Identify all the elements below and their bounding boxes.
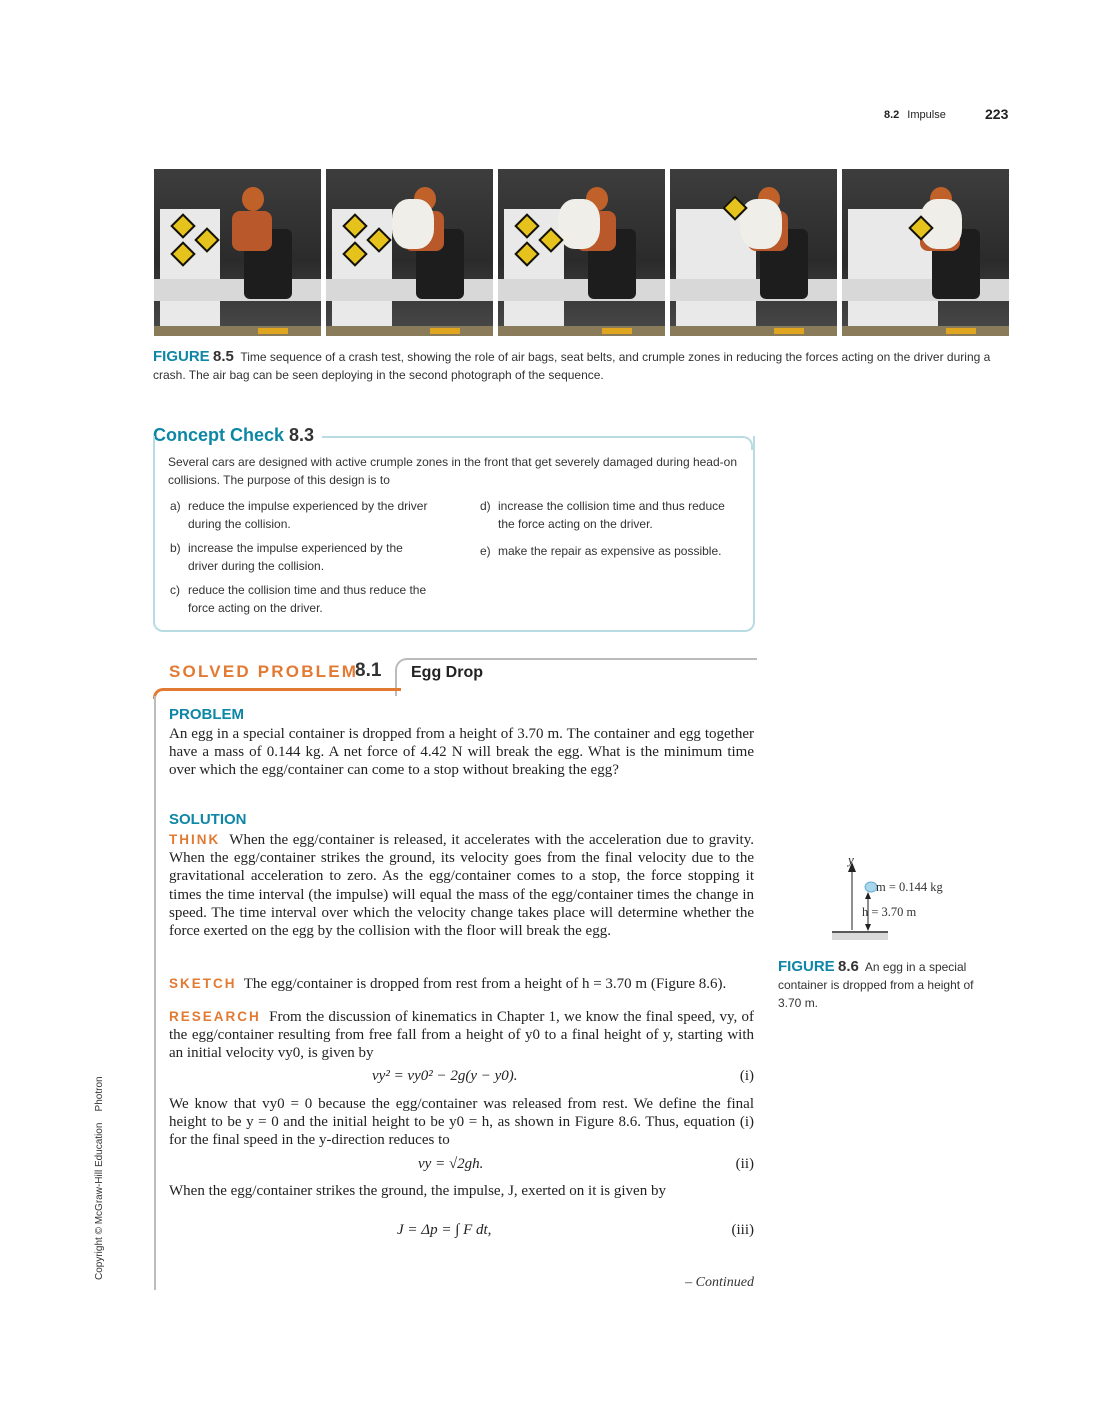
think-label: THINK bbox=[169, 832, 221, 847]
equation-iii-number: (iii) bbox=[731, 1222, 754, 1238]
research-text: From the discussion of kinematics in Chapter 1, we know the final speed, vy, of the egg/container resulting from free fall from a height of y0 to a final height of y, starting with an initial velocity vy0, is given by bbox=[169, 1009, 754, 1062]
think-paragraph bbox=[169, 831, 754, 940]
equation-iii: J = Δp = ∫ F dt, bbox=[397, 1222, 492, 1238]
copyright-text: Copyright © McGraw-Hill Education bbox=[94, 1122, 105, 1280]
continued-note: – Continued bbox=[685, 1275, 754, 1290]
section-name: Impulse bbox=[907, 109, 946, 121]
crash-test-frame-3 bbox=[498, 169, 665, 336]
crash-test-frame-5 bbox=[842, 169, 1009, 336]
concept-check-option-c[interactable]: c) reduce the collision time and thus reduce the force acting on the driver. bbox=[170, 583, 427, 615]
solved-problem-title: Egg Drop bbox=[411, 664, 483, 681]
solved-problem-accent-bar bbox=[153, 688, 401, 699]
sketch-label: SKETCH bbox=[169, 976, 237, 991]
equation-i: vy² = vy0² − 2g(y − y0). bbox=[372, 1068, 518, 1084]
page-number: 223 bbox=[985, 106, 1009, 122]
concept-check-option-a[interactable]: a) reduce the impulse experienced by the driver during the collision. bbox=[170, 499, 428, 531]
section-number: 8.2 bbox=[884, 109, 900, 121]
problem-heading: PROBLEM bbox=[169, 706, 244, 723]
figure-caption-text: An egg in a special container is dropped from a height of 3.70 m. bbox=[778, 960, 974, 1010]
solution-heading: SOLUTION bbox=[169, 811, 247, 828]
figure-number: 8.6 bbox=[838, 958, 859, 975]
figure-label: FIGURE bbox=[153, 348, 210, 365]
research-paragraph-2: We know that vy0 = 0 because the egg/container was released from rest. We define the final height to be y = 0 and the initial height to be y0 = h, as shown in Figure 8.6. Thus, equation (i) for the final speed in the y-direction reduces to bbox=[169, 1096, 754, 1149]
concept-check-option-b[interactable]: b) increase the impulse experienced by the driver during the collision. bbox=[170, 541, 403, 573]
solved-problem-number: 8.1 bbox=[355, 660, 382, 681]
equation-ii: vy = √2gh. bbox=[418, 1156, 484, 1172]
concept-check-option-e[interactable]: e) make the repair as expensive as possible. bbox=[480, 544, 722, 558]
figure-label: FIGURE bbox=[778, 958, 835, 975]
think-text: When the egg/container is released, it accelerates with the acceleration due to gravity. When the egg/container strikes the ground, its velocity goes from the final velocity due to the gravitational acceleration to zero. As the egg/container comes to a stop, the force stopping it times the time interval (the impulse) will equal the mass of the egg/container times the change in speed. The time interval over which the velocity change takes place will determine whether the force exerted on the egg by the collision with the floor will break the egg. bbox=[169, 832, 754, 940]
egg-drop-diagram bbox=[820, 852, 980, 947]
problem-text: An egg in a special container is dropped from a height of 3.70 m. The container and egg together have a mass of 0.144 kg. A net force of 4.42 N will break the egg. What is the minimum time over which the egg/container can come to a stop without breaking the egg? bbox=[169, 726, 754, 779]
crash-test-frame-4 bbox=[670, 169, 837, 336]
height-arrow-up bbox=[865, 892, 871, 899]
photo-credit: Photron bbox=[94, 1076, 105, 1112]
height-arrow-down bbox=[865, 924, 871, 931]
sketch-text: The egg/container is dropped from rest from a height of h = 3.70 m (Figure 8.6). bbox=[243, 976, 727, 992]
equation-i-number: (i) bbox=[739, 1068, 754, 1084]
concept-check-number: 8.3 bbox=[289, 425, 315, 445]
figure-8-5-caption bbox=[153, 348, 1003, 384]
research-label: RESEARCH bbox=[169, 1009, 261, 1024]
concept-check-label: Concept Check bbox=[153, 425, 285, 445]
fig-height-label: h = 3.70 m bbox=[862, 905, 917, 919]
concept-check-question: Several cars are designed with active crumple zones in the front that get severely damaged during head-on collisions. The purpose of this design is to bbox=[168, 455, 737, 487]
solved-problem-left-rule bbox=[154, 696, 156, 1290]
fig-axis-label: y bbox=[848, 852, 854, 867]
research-paragraph-3: When the egg/container strikes the ground, the impulse, J, exerted on it is given by bbox=[169, 1183, 666, 1199]
running-header bbox=[884, 109, 946, 121]
figure-number: 8.5 bbox=[213, 348, 234, 365]
fig-mass-label: m = 0.144 kg bbox=[876, 880, 943, 894]
sketch-paragraph bbox=[169, 975, 754, 993]
concept-check-option-d[interactable]: d) increase the collision time and thus reduce the force acting on the driver. bbox=[480, 499, 725, 531]
crash-test-frame-1 bbox=[154, 169, 321, 336]
equation-ii-number: (ii) bbox=[735, 1156, 754, 1172]
figure-caption-text: Time sequence of a crash test, showing the role of air bags, seat belts, and crumple zones in reducing the forces acting on the driver during a crash. The air bag can be seen deploying in the second photograph of the sequence. bbox=[153, 350, 991, 382]
copyright-notice bbox=[94, 1076, 105, 1280]
solved-problem-label: SOLVED PROBLEM bbox=[169, 662, 359, 681]
ground-fill bbox=[832, 933, 888, 940]
figure-8-6-caption bbox=[778, 958, 988, 1012]
crash-test-frame-2 bbox=[326, 169, 493, 336]
research-paragraph bbox=[169, 1008, 754, 1063]
